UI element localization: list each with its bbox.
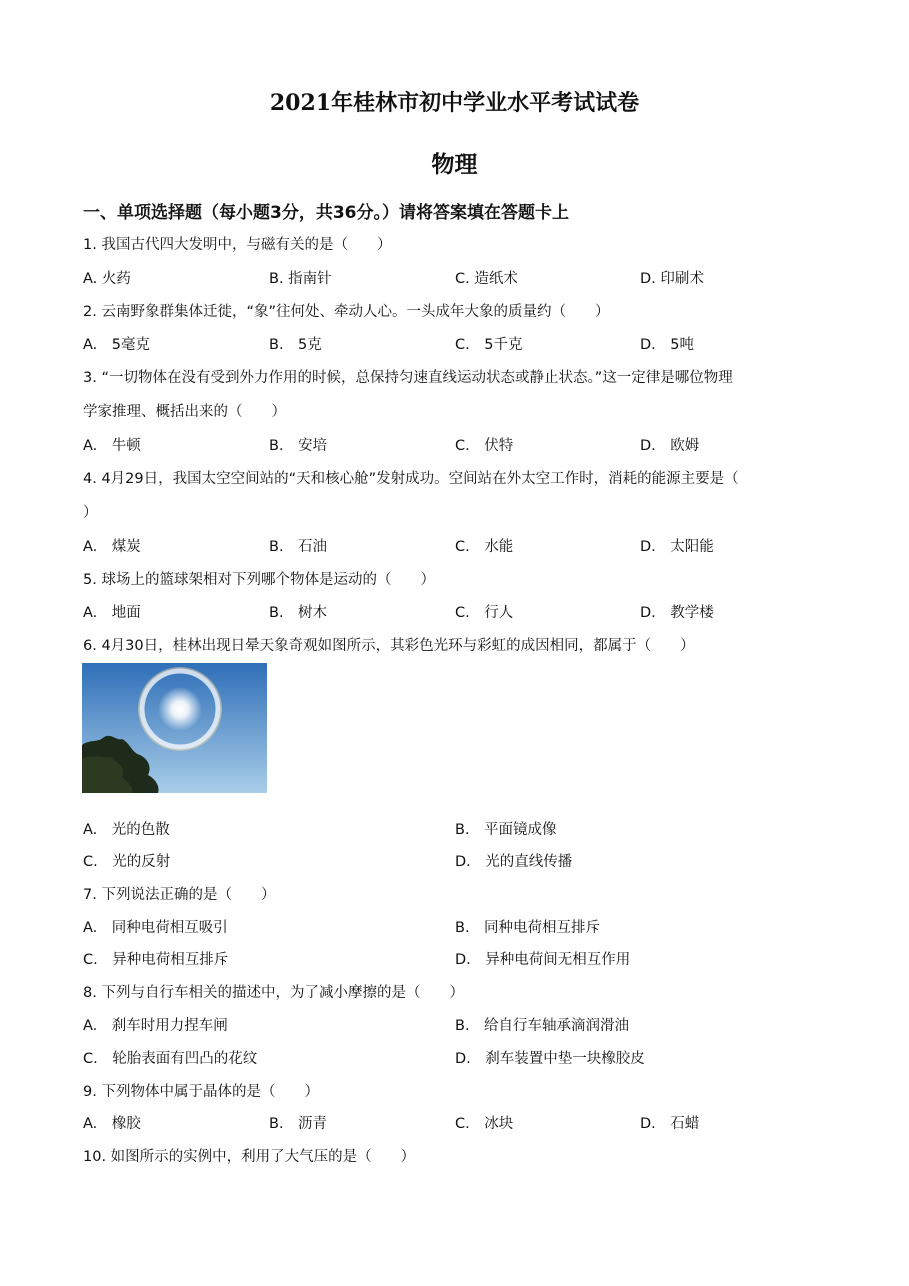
sun-halo-photo: [82, 663, 267, 793]
question-7-stem: 7. 下列说法正确的是（ ）: [83, 887, 276, 903]
q9-option-d: D. 石蜡: [640, 1116, 700, 1132]
q7-option-a: A. 同种电荷相互吸引: [83, 920, 228, 936]
q2-option-d: D. 5吨: [640, 337, 694, 353]
q1-option-d: D. 印刷术: [640, 271, 704, 287]
question-8-stem: 8. 下列与自行车相关的描述中，为了减小摩擦的是（ ）: [83, 985, 464, 1001]
q6-option-c: C. 光的反射: [83, 854, 171, 870]
q2-option-a: A. 5毫克: [83, 337, 150, 353]
q1-option-a: A. 火药: [83, 271, 131, 287]
q3-option-a: A. 牛顿: [83, 438, 141, 454]
question-2-stem: 2. 云南野象群集体迁徙，“象”往何处、牵动人心。一头成年大象的质量约（ ）: [83, 304, 610, 320]
q3-option-c: C. 伏特: [455, 438, 514, 454]
q6-option-d: D. 光的直线传播: [455, 854, 573, 870]
q6-option-a: A. 光的色散: [83, 822, 170, 838]
q3-option-b: B. 安培: [269, 438, 328, 454]
q7-option-c: C. 异种电荷相互排斥: [83, 952, 229, 968]
q8-option-b: B. 给自行车轴承滴润滑油: [455, 1018, 630, 1034]
question-4-stem-line2: ）: [83, 505, 98, 521]
q1-option-c: C. 造纸术: [455, 271, 518, 287]
q7-option-d: D. 异种电荷间无相互作用: [455, 952, 631, 968]
exam-subject: 物理: [431, 151, 478, 178]
q8-option-a: A. 刹车时用力捏车闸: [83, 1018, 228, 1034]
question-1-stem: 1. 我国古代四大发明中，与磁有关的是（ ）: [83, 237, 392, 253]
q8-option-c: C. 轮胎表面有凹凸的花纹: [83, 1051, 258, 1067]
question-5-stem: 5. 球场上的篮球架相对下列哪个物体是运动的（ ）: [83, 572, 435, 588]
question-3-stem-line1: 3. “一切物体在没有受到外力作用的时候，总保持匀速直线运动状态或静止状态。”这一定律是哪位物理: [83, 370, 733, 386]
q9-option-b: B. 沥青: [269, 1116, 328, 1132]
sun: [158, 687, 202, 731]
q9-option-c: C. 冰块: [455, 1116, 514, 1132]
q5-option-b: B. 树木: [269, 605, 328, 621]
q2-option-b: B. 5克: [269, 337, 322, 353]
q2-option-c: C. 5千克: [455, 337, 523, 353]
q5-option-c: C. 行人: [455, 605, 514, 621]
question-6-stem: 6. 4月30日，桂林出现日晕天象奇观如图所示，其彩色光环与彩虹的成因相同，都属于（ ）: [83, 638, 695, 654]
q4-option-c: C. 水能: [455, 539, 514, 555]
q3-option-d: D. 欧姆: [640, 438, 700, 454]
q5-option-a: A. 地面: [83, 605, 141, 621]
q1-option-b: B. 指南针: [269, 271, 332, 287]
question-10-stem: 10. 如图所示的实例中，利用了大气压的是（ ）: [83, 1149, 416, 1165]
exam-title: 2021年桂林市初中学业水平考试试卷: [269, 90, 640, 116]
q4-option-d: D. 太阳能: [640, 539, 714, 555]
question-3-stem-line2: 学家推理、概括出来的（ ）: [83, 404, 286, 420]
q8-option-d: D. 刹车装置中垫一块橡胶皮: [455, 1051, 645, 1067]
q4-option-a: A. 煤炭: [83, 539, 141, 555]
section-heading: 一、单项选择题（每小题3分，共36分。）请将答案填在答题卡上: [83, 203, 569, 223]
question-4-stem-line1: 4. 4月29日，我国太空空间站的“天和核心舱”发射成功。空间站在外太空工作时，消耗的能源主要是（: [83, 471, 739, 487]
q6-option-b: B. 平面镜成像: [455, 822, 557, 838]
q5-option-d: D. 教学楼: [640, 605, 714, 621]
question-9-stem: 9. 下列物体中属于晶体的是（ ）: [83, 1084, 319, 1100]
q4-option-b: B. 石油: [269, 539, 328, 555]
sun-halo-image: [82, 663, 267, 793]
q7-option-b: B. 同种电荷相互排斥: [455, 920, 601, 936]
q9-option-a: A. 橡胶: [83, 1116, 141, 1132]
